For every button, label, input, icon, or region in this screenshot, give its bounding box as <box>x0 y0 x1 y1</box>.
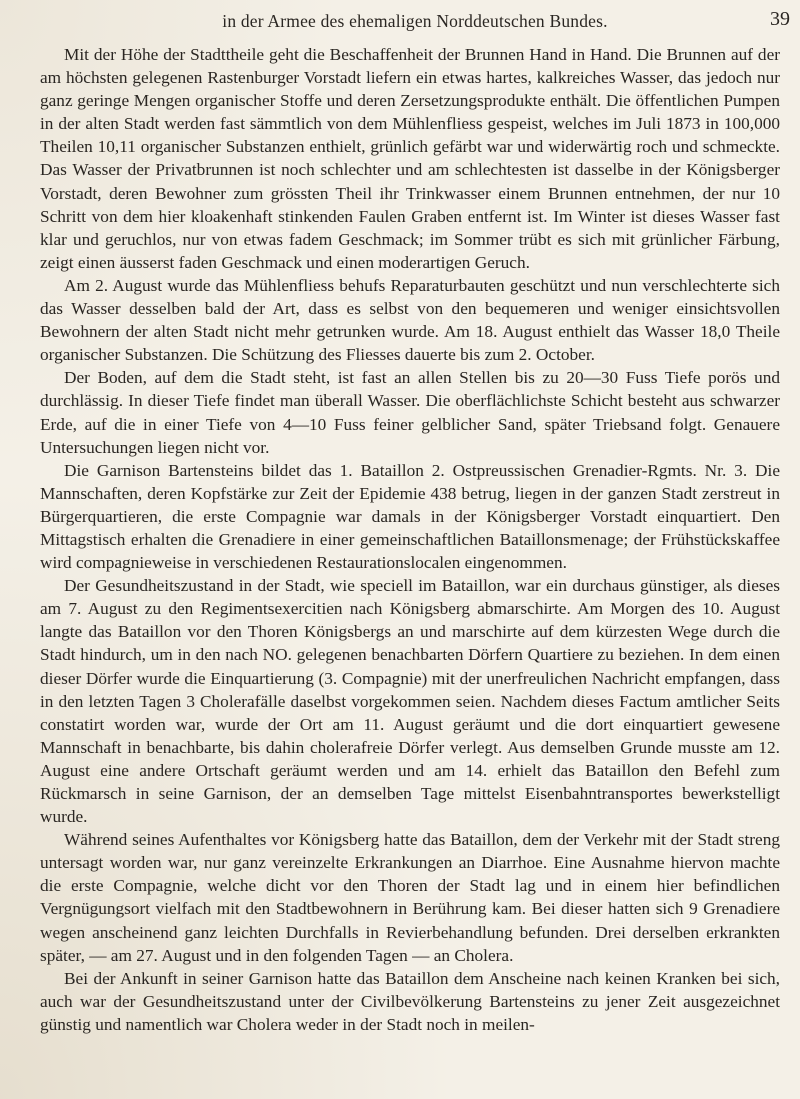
running-title: in der Armee des ehemaligen Norddeutschen Bundes. <box>222 11 608 31</box>
paragraph-garrison: Die Garnison Bartensteins bildet das 1. Bataillon 2. Ostpreussischen Grenadier-Rgmts. Nr. 3. Die Mannschaften, deren Kopfstärke zur Zeit der Epidemie 438 betrug, liegen in der ganzen Stadt zerstreut in Bürgerquartieren, die erste Compagnie war damals in der Königsberger Vorstadt einquartiert. Den Mittagstisch erhalten die Grenadiere in einer gemeinschaftlichen Bataillonsmenage; der Frühstückskaffee wird compagnieweise in verschiedenen Restaurationslocalen eingenommen. <box>40 460 780 573</box>
body-text <box>40 43 780 1036</box>
paragraph-health-status: Der Gesundheitszustand in der Stadt, wie speciell im Bataillon, war ein durchaus günstiger, als dieses am 7. August zu den Regimentsexercitien nach Königsberg abmarschirte. Am Morgen des 10. August langte das Bataillon vor den Thoren Königsbergs an und marschirte auf dem kürzesten Wege durch die Stadt hindurch, um in den nach NO. gelegenen benachbarten Dörfern Quartiere zu beziehen. In dem einen dieser Dörfer wurde die Einquartierung (3. Compagnie) mit der unerfreulichen Nachricht empfangen, dass in den letzten Tagen 3 Cholerafälle daselbst vorgekommen seien. Nachdem dieses Factum amtlicher Seits constatirt worden war, wurde der Ort am 11. August geräumt und die dort einquartiert gewesene Mannschaft in benachbarte, bis dahin cholerafreie Dörfer verlegt. Aus demselben Grunde musste am 12. August eine andere Ortschaft geräumt werden und am 14. erhielt das Bataillon den Befehl zum Rückmarsch in seine Garnison, der an demselben Tage mittelst Eisenbahntransportes bewerkstelligt wurde. <box>40 576 780 827</box>
page-number: 39 <box>770 8 790 30</box>
paragraph-arrival: Bei der Ankunft in seiner Garnison hatte das Bataillon dem Anscheine nach keinen Kranken bei sich, auch war der Gesundheitszustand unter der Civilbevölkerung Bartensteins zu jener Zeit ausgezeichnet günstig und namentlich war Cholera weder in der Stadt noch in meilen- <box>40 968 780 1034</box>
paragraph-muehlenfliess: Am 2. August wurde das Mühlenfliess behufs Reparaturbauten geschützt und nun verschlechterte sich das Wasser desselben bald der Art, dass es selbst von den bequemeren und weniger einsichtsvollen Bewohnern der alten Stadt nicht mehr getrunken wurde. Am 18. August enthielt das Wasser 18,0 Theile organischer Substanzen. Die Schützung des Fliesses dauerte bis zum 2. October. <box>40 275 780 365</box>
running-head <box>40 8 790 36</box>
paragraph-soil: Der Boden, auf dem die Stadt steht, ist fast an allen Stellen bis zu 20—30 Fuss Tiefe porös und durchlässig. In dieser Tiefe findet man überall Wasser. Die oberflächlichste Schicht besteht aus schwarzer Erde, auf die in einer Tiefe von 4—10 Fuss feiner gelblicher Sand, später Triebsand folgt. Genauere Untersuchungen liegen nicht vor. <box>40 368 780 457</box>
paragraph-water-quality: Mit der Höhe der Stadttheile geht die Beschaffenheit der Brunnen Hand in Hand. Die Brunnen auf der am höchsten gelegenen Rastenburger Vorstadt liefern ein etwas hartes, kalkreiches Wasser, das jedoch nur ganz geringe Mengen organischer Stoffe und deren Zersetzungsprodukte enthält. Die öffentlichen Pumpen in der alten Stadt werden fast sämmtlich von dem Mühlenfliess gespeist, welches im Juli 1873 in 100,000 Theilen 10,11 organischer Substanzen enthielt, grünlich gefärbt war und widerwärtig roch und schmeckte. Das Wasser der Privatbrunnen ist noch schlechter und am schlechtesten ist dasselbe in der Königsberger Vorstadt, deren Bewohner zum grössten Theil ihr Trinkwasser einem Brunnen entnehmen, der nur 10 Schritt von dem hier kloakenhaft stinkenden Faulen Graben entfernt ist. Im Winter ist dieses Wasser fast klar und geruchlos, nur von etwas fadem Geschmack; im Sommer trübt es sich mit grünlicher Färbung, zeigt einen äusserst faden Geschmack und einen moderartigen Geruch. <box>40 45 780 272</box>
paragraph-stay-koenigsberg: Während seines Aufenthaltes vor Königsberg hatte das Bataillon, dem der Verkehr mit der Stadt streng untersagt worden war, nur ganz vereinzelte Erkrankungen an Diarrhoe. Eine Ausnahme hiervon machte die erste Compagnie, welche dicht vor den Thoren der Stadt lag und in einem hier befindlichen Vergnügungsort vielfach mit den Stadtbewohnern in Berührung kam. Bei dieser hatten sich 9 Grenadiere wegen anscheinend ganz leichten Durchfalls in Revierbehandlung befunden. Drei derselben erkrankten später, — am 27. August und in den folgenden Tagen — an Cholera. <box>40 830 780 965</box>
